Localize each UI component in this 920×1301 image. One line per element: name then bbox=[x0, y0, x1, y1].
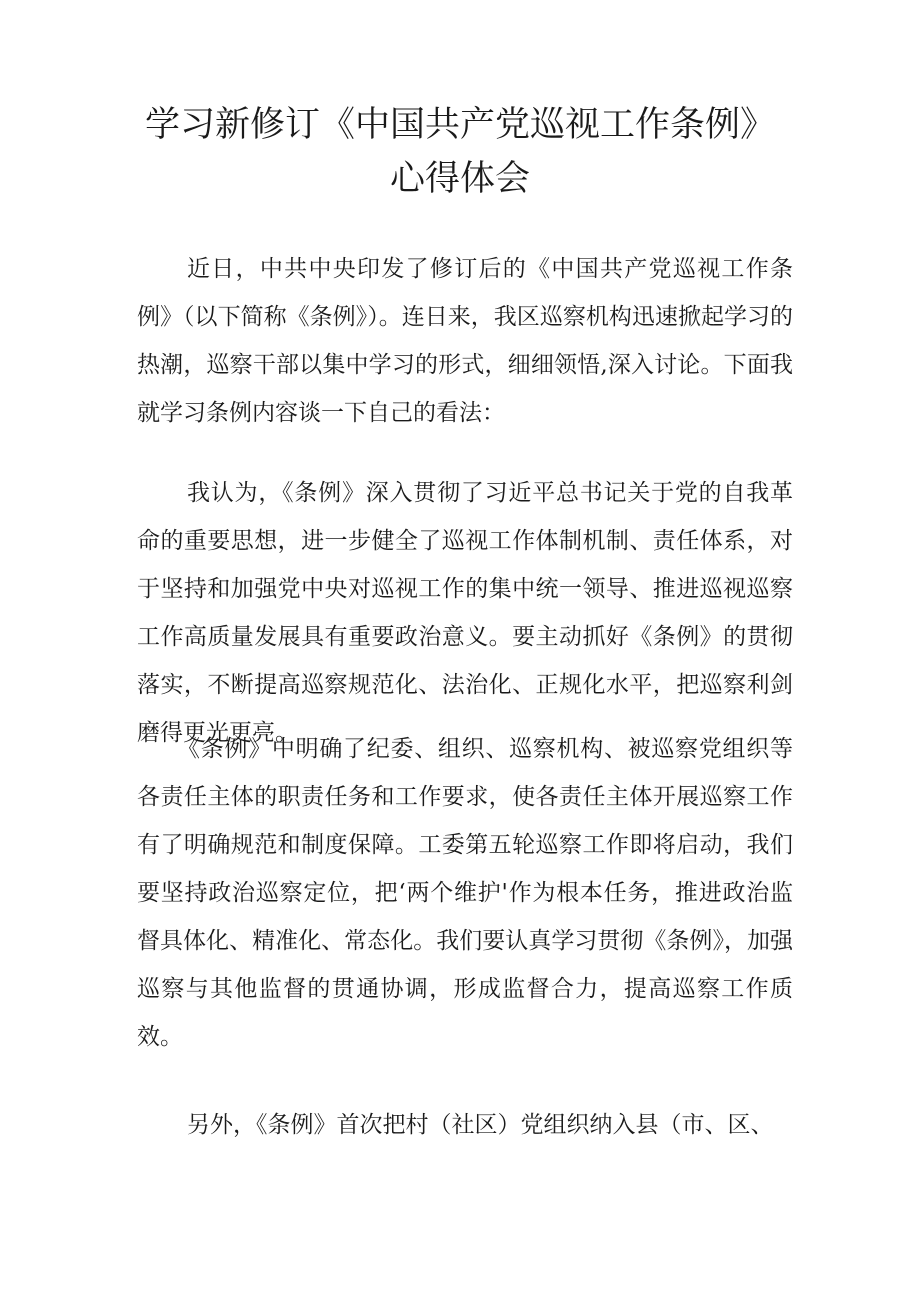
paragraph-intro: 近日，中共中央印发了修订后的《中国共产党巡视工作条例》（以下简称《条例》）。连日来，我区巡察机构迅速掀起学习的热潮，巡察干部以集中学习的形式，细细领悟,深入讨论。下面我就学习条例内容谈一下自己的看法： bbox=[137, 256, 793, 426]
document-title-line-2: 心得体会 bbox=[389, 159, 530, 199]
paragraph-additional: 另外，《条例》首次把村（社区）党组织纳入县（市、区、 bbox=[187, 1112, 774, 1138]
paragraph-opinion: 我认为，《条例》深入贯彻了习近平总书记关于党的自我革命的重要思想，进一步健全了巡视工作体制机制、责任体系，对于坚持和加强党中央对巡视工作的集中统一领导、推进巡视巡察工作高质量发展具有重要政治意义。要主动抓好《条例》的贯彻落实，不断提高巡察规范化、法治化、正规化水平，把巡察利剑磨得更光更亮。 bbox=[137, 480, 793, 746]
paragraph-responsibilities: 《条例》中明确了纪委、组织、巡察机构、被巡察党组织等各责任主体的职责任务和工作要求，使各责任主体开展巡察工作有了明确规范和制度保障。工委第五轮巡察工作即将启动，我们要坚持政治巡察定位，把‘两个维护'作为根本任务，推进政治监督具体化、精准化、常态化。我们要认真学习贯彻《条例》，加强巡察与其他监督的贯通协调，形成监督合力，提高巡察工作质效。 bbox=[137, 736, 793, 1050]
document-title-line-1: 学习新修订《中国共产党巡视工作条例》 bbox=[144, 105, 775, 145]
